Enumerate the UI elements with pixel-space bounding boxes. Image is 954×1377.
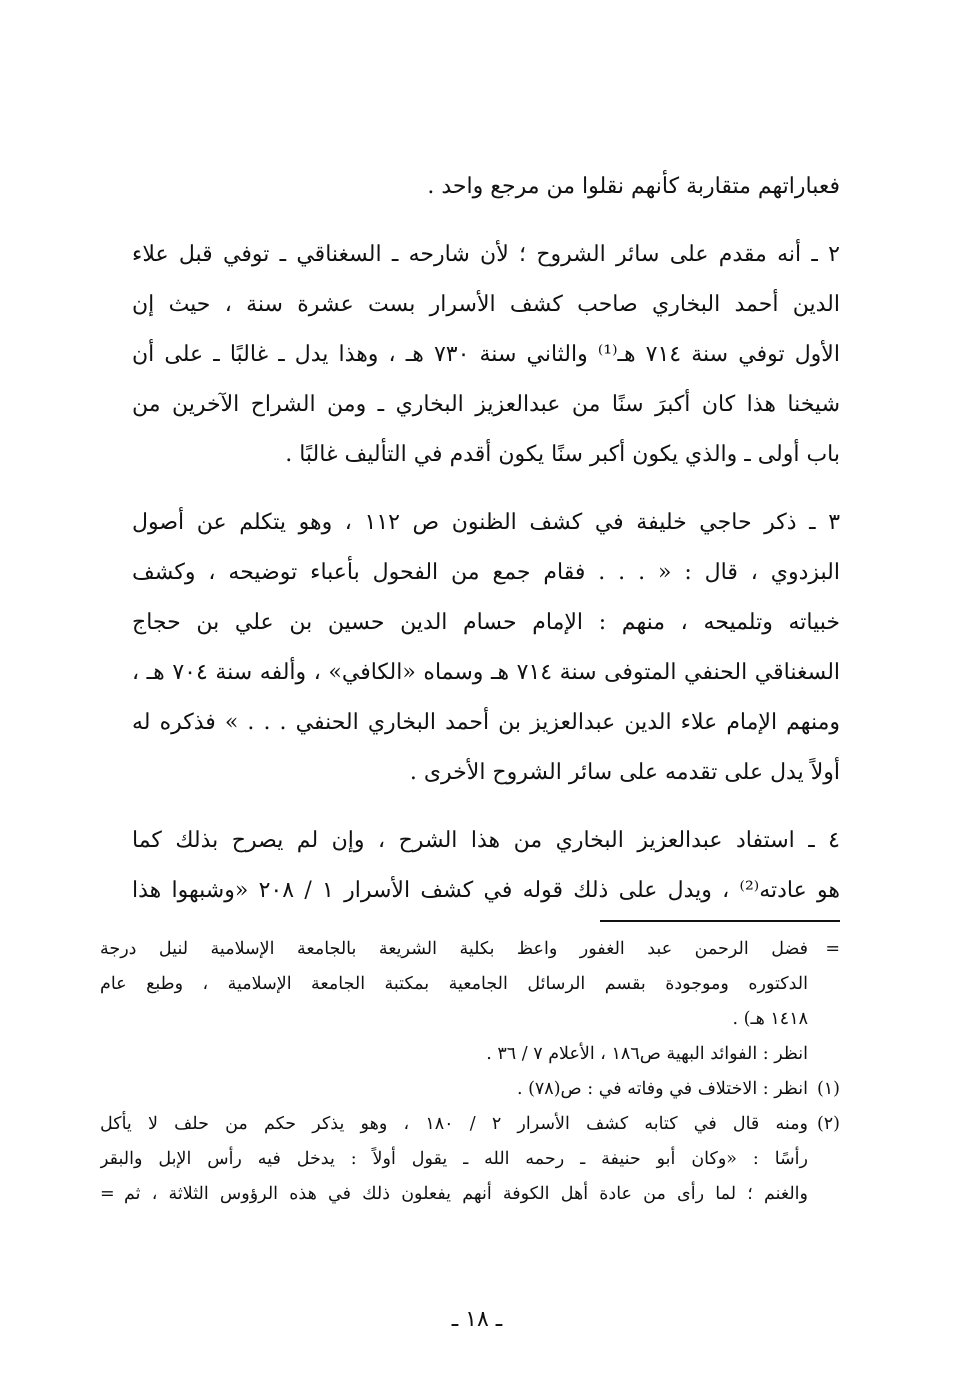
footnote-text: والغنم ؛ لما رأى من عادة أهل الكوفة أنهم يفعلون ذلك في هذه الرؤوس الثلاثة ، ثم xyxy=(124,1184,808,1204)
text-line: باب أولى ـ والذي يكون أكبر سنًا يكون أقدم في التأليف غالبًا . xyxy=(285,442,840,467)
footnote-number: (٢) xyxy=(816,1114,840,1134)
text-line: الأول توفي سنة ٧١٤ هـ⁽¹⁾ والثاني سنة ٧٣٠ هـ ، وهذا يدل ـ غالبًا ـ على أن xyxy=(132,342,840,367)
paragraph-3 xyxy=(132,498,840,798)
text-line: ٤ ـ استفاد عبدالعزيز البخاري من هذا الشرح ، وإن لم يصرح بذلك كما xyxy=(132,828,840,853)
footnote-text: فضل الرحمن عبد الغفور واعظ بكلية الشريعة بالجامعة الإسلامية لنيل درجة xyxy=(100,939,808,959)
main-text xyxy=(132,162,840,916)
footnote-continuation-line xyxy=(100,967,840,1002)
footnote-2 xyxy=(100,1107,840,1142)
footnote-separator xyxy=(600,920,840,922)
footnotes xyxy=(100,932,840,1212)
text-line: خبياته وتلميحه ، منهم : الإمام حسام الدين حسين بن علي بن حجاج xyxy=(132,610,840,635)
footnote-text: ١٤١٨ هـ) . xyxy=(732,1009,808,1029)
paragraph-1 xyxy=(132,162,840,212)
text-line: الدين أحمد البخاري صاحب كشف الأسرار بست عشرة سنة ، حيث إن xyxy=(132,292,840,317)
text-line: ٣ ـ ذكر حاجي خليفة في كشف الظنون ص ١١٢ ، وهو يتكلم عن أصول xyxy=(132,510,840,535)
paragraph-2 xyxy=(132,230,840,480)
continuation-mark: = xyxy=(100,1184,115,1204)
footnote-text: انظر : الفوائد البهية ص١٨٦ ، الأعلام ٧ / ٣٦ . xyxy=(486,1044,808,1064)
text-line: شيخنا هذا كان أكبرَ سنًا من عبدالعزيز البخاري ـ ومن الشراح الآخرين من xyxy=(132,392,840,417)
paragraph-4 xyxy=(132,816,840,916)
footnote-continuation-line xyxy=(100,1002,840,1037)
footnote-2-line xyxy=(100,1177,840,1212)
footnote-text: الدكتوره وموجودة بقسم الرسائل الجامعية بمكتبة الجامعة الإسلامية ، وطبع عام xyxy=(100,974,808,994)
footnote-2-line xyxy=(100,1142,840,1177)
text-line: ومنهم الإمام علاء الدين عبدالعزيز بن أحمد البخاري الحنفي . . . » فذكره له xyxy=(132,710,840,735)
continuation-mark: = xyxy=(825,939,840,959)
footnote-continuation-line xyxy=(100,932,840,967)
footnote-number: (١) xyxy=(816,1079,840,1099)
footnote-1 xyxy=(100,1072,840,1107)
text-line: البزدوي ، قال : « . . . فقام جمع من الفحول بأعباء توضيحه ، وكشف xyxy=(132,560,840,585)
text-line: السغناقي الحنفي المتوفى سنة ٧١٤ هـ وسماه «الكافي» ، وألفه سنة ٧٠٤ هـ ، xyxy=(132,660,840,685)
text-line: فعباراتهم متقاربة كأنهم نقلوا من مرجع واحد . xyxy=(427,174,840,199)
footnote-text: رأسًا : «وكان أبو حنيفة ـ رحمه الله ـ يقول أولاً : يدخل فيه رأس الإبل والبقر xyxy=(100,1149,808,1169)
text-line: ٢ ـ أنه مقدم على سائر الشروح ؛ لأن شارحه ـ السغناقي ـ توفي قبل علاء xyxy=(132,242,840,267)
footnote-see-line xyxy=(100,1037,840,1072)
footnote-text: ومنه قال في كتابه كشف الأسرار ٢ / ١٨٠ ، وهو يذكر حكم من حلف لا يأكل xyxy=(100,1114,808,1134)
text-line: هو عادته⁽²⁾ ، ويدل على ذلك قوله في كشف الأسرار ١ / ٢٠٨ «وشبهوا هذا xyxy=(132,878,840,903)
page-number: ـ ١٨ ـ xyxy=(451,1307,503,1332)
text-line: أولاً يدل على تقدمه على سائر الشروح الأخرى . xyxy=(409,760,840,785)
footnote-text: انظر : الاختلاف في وفاته في : ص(٧٨) . xyxy=(516,1079,808,1099)
